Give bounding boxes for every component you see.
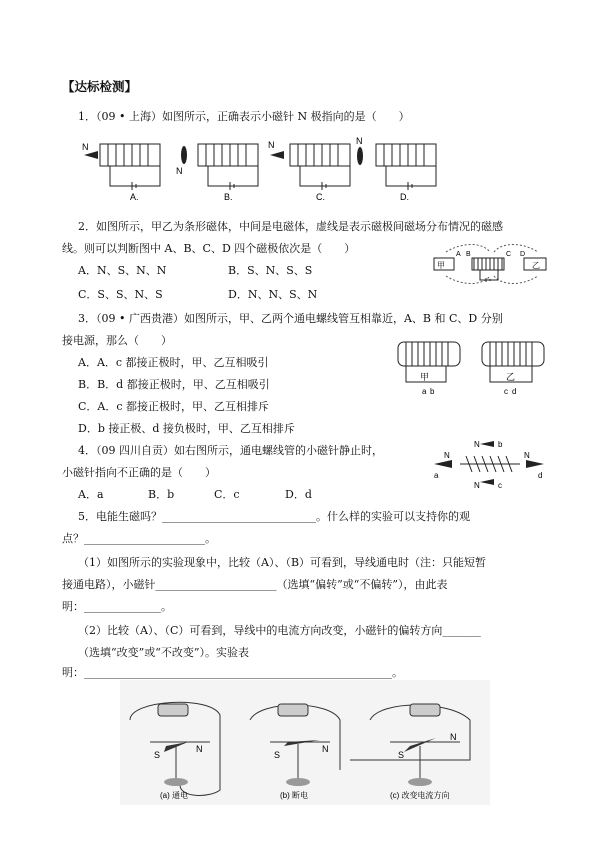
svg-text:甲: 甲 (437, 261, 445, 270)
q5-part1-line1: （1）如图所示的实验现象中，比较（A）、（B）可看到，导线通电时（注：只能短暂 (78, 556, 487, 569)
q2-option-d[interactable]: D．N、N、S、N (228, 288, 318, 301)
svg-text:a: a (422, 387, 427, 396)
q3-figure (392, 334, 552, 400)
q3-line1: 3．（09 • 广西贵港）如图所示，甲、乙两个通电螺线管互相靠近，A、B 和 C、D 分别 (78, 312, 503, 325)
q5-part2-line3: 明：________________________________________________________。 (62, 666, 403, 679)
svg-text:N: N (474, 481, 480, 490)
svg-text:乙: 乙 (532, 261, 540, 270)
svg-text:乙: 乙 (506, 372, 516, 382)
q2-option-b[interactable]: B．S、N、S、S (228, 264, 313, 277)
q4-figure (430, 438, 548, 490)
svg-text:N: N (524, 451, 530, 460)
q4-option-b[interactable]: B．b (148, 488, 175, 501)
q5-part2-line2: （选填“改变”或“不改变”）。实验表 (78, 646, 249, 659)
svg-text:B: B (466, 251, 471, 258)
svg-text:D: D (520, 251, 526, 258)
q5-caption-c: (c) 改变电流方向 (390, 791, 450, 800)
svg-text:S: S (154, 750, 161, 760)
svg-text:A: A (456, 251, 461, 258)
q5-caption-a: (a) 通电 (160, 791, 188, 800)
q4-line2: 小磁针指向不正确的是（ ） (62, 466, 216, 479)
q2-figure (432, 244, 550, 288)
q4-option-c[interactable]: C．c (214, 488, 240, 501)
q1-label-b: B. (224, 192, 233, 202)
q5-caption-b: (b) 断电 (280, 791, 308, 800)
q1-figure (80, 132, 450, 202)
svg-text:d: d (538, 471, 543, 480)
svg-text:N: N (444, 451, 450, 460)
svg-text:N: N (82, 142, 89, 152)
q3-option-b[interactable]: B．B．d 都接正极时，甲、乙互相吸引 (78, 378, 270, 391)
q2-line1: 2．如图所示，甲乙为条形磁体，中间是电磁体，虚线是表示磁极间磁场分布情况的磁感 (78, 220, 503, 233)
svg-text:甲: 甲 (420, 372, 430, 382)
q2-line2: 线。则可以判断图中 A、B、C、D 四个磁极依次是（ ） (62, 242, 356, 255)
svg-text:b: b (498, 440, 503, 449)
q4-line1: 4．（09 四川自贡）如右图所示，通电螺线管的小磁针静止时， (78, 444, 383, 457)
q5-figure (120, 680, 490, 805)
q3-option-c[interactable]: C．A．c 都接正极时，甲、乙互相排斥 (78, 400, 270, 413)
q1-text: 1．（09 • 上海）如图所示，正确表示小磁针 N 极指向的是（ ） (78, 110, 410, 123)
svg-text:N: N (322, 744, 329, 754)
q1-label-a: A. (130, 192, 139, 202)
svg-text:S: S (274, 750, 281, 760)
q5-part1-line3: 明：______________。 (62, 600, 172, 613)
q3-option-a[interactable]: A．A．c 都接正极时，甲、乙互相吸引 (78, 356, 269, 369)
svg-text:b: b (430, 387, 435, 396)
q5-part2-line1: （2）比较（A）、（C）可看到，导线中的电流方向改变，小磁针的偏转方向_______ (78, 624, 481, 637)
svg-text:N: N (176, 166, 183, 176)
svg-text:N: N (268, 140, 275, 150)
svg-text:N: N (450, 732, 457, 742)
svg-text:c: c (498, 481, 502, 490)
q1-fig-d (356, 136, 436, 202)
q5-line2: 点？______________________。 (62, 532, 216, 545)
q1-fig-c (268, 140, 350, 202)
q4-option-a[interactable]: A．a (78, 488, 104, 501)
q3-option-d[interactable]: D．b 接正极、d 接负极时，甲、乙互相排斥 (78, 422, 295, 435)
q1-fig-b (176, 144, 258, 202)
q1-label-c: C. (316, 192, 325, 202)
svg-text:a: a (434, 471, 439, 480)
svg-text:N: N (474, 440, 480, 449)
q3-line2: 接电源，那么（ ） (62, 334, 172, 347)
q1-label-d: D. (400, 192, 409, 202)
svg-text:N: N (196, 744, 203, 754)
svg-text:C: C (506, 251, 512, 258)
q5-line1: 5．电能生磁吗？____________________________。什么样的实验可以支持你的观 (78, 510, 470, 523)
q4-option-d[interactable]: D．d (285, 488, 312, 501)
svg-text:c: c (504, 387, 508, 396)
svg-text:S: S (398, 750, 405, 760)
q2-option-a[interactable]: A．N、S、N、N (78, 264, 167, 277)
q2-option-c[interactable]: C．S、S、N、S (78, 288, 163, 301)
svg-text:N: N (356, 136, 363, 146)
q1-fig-a (82, 142, 160, 202)
svg-text:d: d (512, 387, 517, 396)
q5-part1-line2: 接通电路），小磁针______________________（选填“偏转”或“不偏转”），由此表 (62, 578, 448, 591)
section-title: 【达标检测】 (62, 79, 138, 94)
